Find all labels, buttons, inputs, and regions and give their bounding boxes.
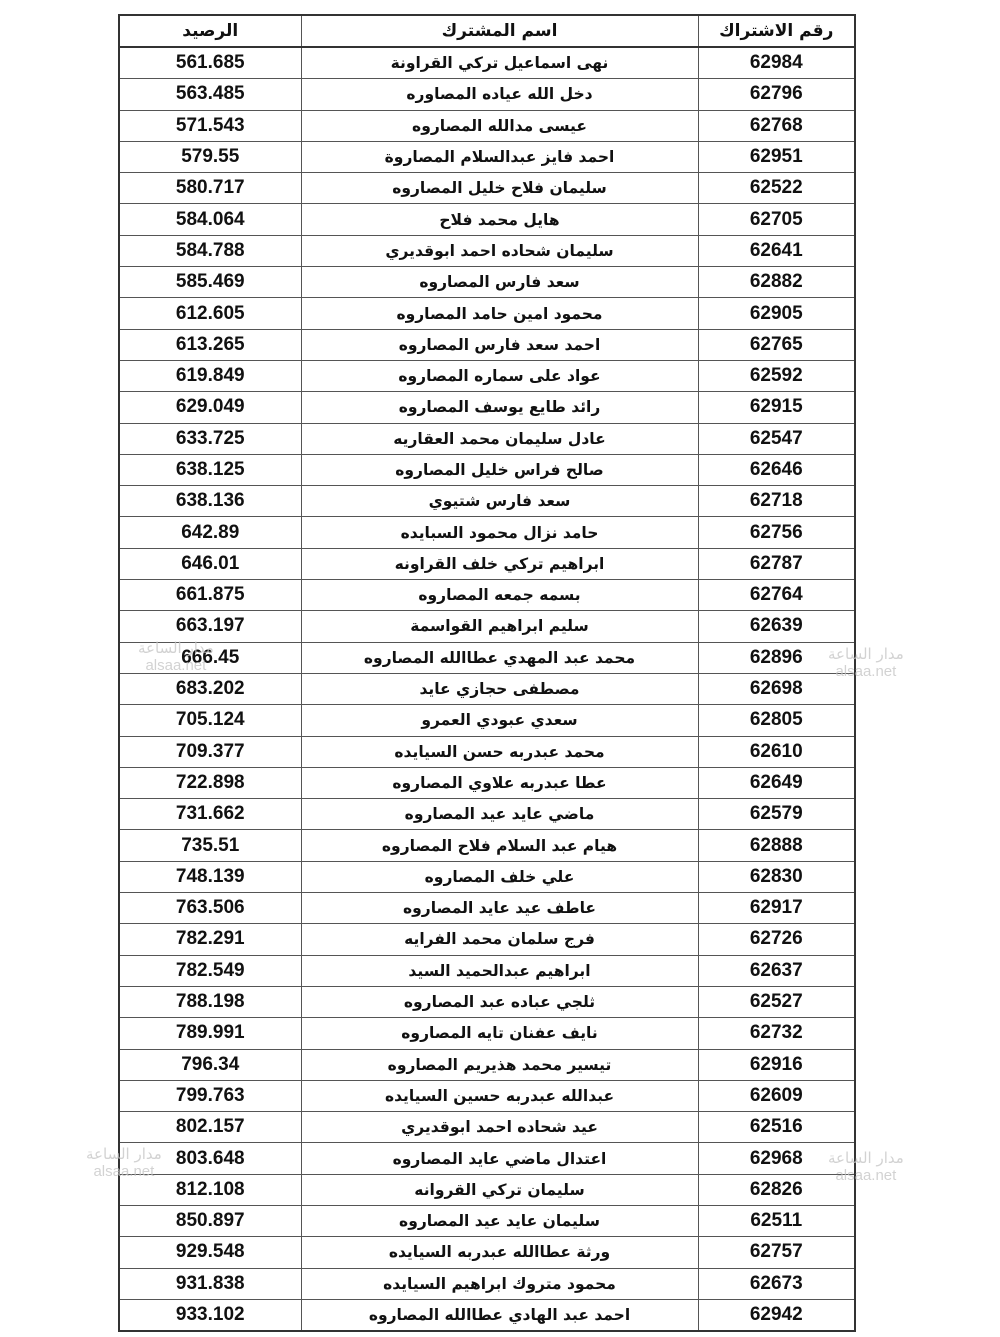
subscriber-name-cell: بسمه جمعه المصاروه	[301, 580, 698, 611]
subscription-number-cell: 62609	[698, 1080, 855, 1111]
subscription-number-cell: 62882	[698, 267, 855, 298]
header-subscriber-name: اسم المشترك	[301, 15, 698, 47]
balance-cell: 563.485	[119, 79, 301, 110]
subscription-number-cell: 62787	[698, 548, 855, 579]
table-row	[119, 454, 855, 485]
watermark-latin: alsaa.net	[93, 1163, 155, 1180]
table-row	[119, 580, 855, 611]
balance-cell: 803.648	[119, 1143, 301, 1174]
subscriber-name-cell: نايف عفنان تايه المصاروه	[301, 1018, 698, 1049]
subscriber-name-cell: سعد فارس المصاروه	[301, 267, 698, 298]
table-row	[119, 1080, 855, 1111]
balance-cell: 638.125	[119, 454, 301, 485]
subscriber-name-cell: سعدي عبودي العمرو	[301, 705, 698, 736]
table-row	[119, 329, 855, 360]
subscription-number-cell: 62830	[698, 861, 855, 892]
subscriber-name-cell: مصطفى حجازي عايد	[301, 673, 698, 704]
balance-cell: 683.202	[119, 673, 301, 704]
table-row	[119, 1268, 855, 1299]
subscription-number-cell: 62646	[698, 454, 855, 485]
table-row	[119, 705, 855, 736]
table-row	[119, 611, 855, 642]
table-row	[119, 173, 855, 204]
table-row	[119, 79, 855, 110]
balance-cell: 571.543	[119, 110, 301, 141]
subscription-number-cell: 62527	[698, 986, 855, 1017]
table-row	[119, 642, 855, 673]
subscription-number-cell: 62511	[698, 1205, 855, 1236]
subscriber-name-cell: سليمان شحاده احمد ابوقديري	[301, 235, 698, 266]
subscription-number-cell: 62718	[698, 486, 855, 517]
balance-cell: 796.34	[119, 1049, 301, 1080]
subscriber-name-cell: عبدالله عبدربه حسين السيايده	[301, 1080, 698, 1111]
balance-cell: 561.685	[119, 47, 301, 79]
subscriber-name-cell: حامد نزال محمود السبايده	[301, 517, 698, 548]
subscriber-name-cell: سليمان عايد عيد المصاروه	[301, 1205, 698, 1236]
watermark-latin: alsaa.net	[145, 657, 207, 674]
balance-cell: 663.197	[119, 611, 301, 642]
subscriber-name-cell: عيسى مدالله المصاروه	[301, 110, 698, 141]
subscriber-name-cell: سليم ابراهيم القواسمة	[301, 611, 698, 642]
subscriber-name-cell: عيد شحاده احمد ابوقديري	[301, 1112, 698, 1143]
subscriber-balance-sheet	[118, 14, 854, 1332]
balance-cell: 661.875	[119, 580, 301, 611]
table-row	[119, 392, 855, 423]
table-row	[119, 1174, 855, 1205]
balance-cell: 933.102	[119, 1299, 301, 1331]
subscriber-name-cell: محمود امين حامد المصاروه	[301, 298, 698, 329]
subscriber-name-cell: ثلجي عباده عبد المصاروه	[301, 986, 698, 1017]
subscription-number-cell: 62896	[698, 642, 855, 673]
subscription-number-cell: 62905	[698, 298, 855, 329]
subscriber-name-cell: محمد عبد المهدي عطاالله المصاروه	[301, 642, 698, 673]
subscription-number-cell: 62726	[698, 924, 855, 955]
table-row	[119, 1237, 855, 1268]
subscriber-name-cell: تيسير محمد هذيريم المصاروه	[301, 1049, 698, 1080]
subscription-number-cell: 62915	[698, 392, 855, 423]
subscriber-name-cell: فرج سلمان محمد الفرايه	[301, 924, 698, 955]
subscriber-name-cell: دخل الله عياده المصاوره	[301, 79, 698, 110]
header-balance: الرصيد	[119, 15, 301, 47]
subscription-number-cell: 62888	[698, 830, 855, 861]
balance-cell: 642.89	[119, 517, 301, 548]
balance-cell: 731.662	[119, 799, 301, 830]
table-row	[119, 1299, 855, 1331]
table-row	[119, 767, 855, 798]
balance-cell: 929.548	[119, 1237, 301, 1268]
table-row	[119, 736, 855, 767]
subscription-number-cell: 62764	[698, 580, 855, 611]
subscriber-name-cell: محمد عبدربه حسن السيايده	[301, 736, 698, 767]
balance-cell: 629.049	[119, 392, 301, 423]
table-row	[119, 517, 855, 548]
table-row	[119, 360, 855, 391]
subscription-number-cell: 62757	[698, 1237, 855, 1268]
table-row	[119, 986, 855, 1017]
table-row	[119, 799, 855, 830]
balance-cell: 584.788	[119, 235, 301, 266]
table-row	[119, 1112, 855, 1143]
subscription-number-cell: 62732	[698, 1018, 855, 1049]
subscription-number-cell: 62673	[698, 1268, 855, 1299]
subscription-number-cell: 62705	[698, 204, 855, 235]
subscriber-name-cell: محمود متروك ابراهيم السيايده	[301, 1268, 698, 1299]
balance-cell: 613.265	[119, 329, 301, 360]
table-row	[119, 1205, 855, 1236]
subscriber-name-cell: نهى اسماعيل تركي القراونة	[301, 47, 698, 79]
table-row	[119, 673, 855, 704]
subscriber-name-cell: سليمان فلاح خليل المصاروه	[301, 173, 698, 204]
subscriber-name-cell: صالح فراس خليل المصاروه	[301, 454, 698, 485]
subscriber-name-cell: ماضي عايد عيد المصاروه	[301, 799, 698, 830]
subscription-number-cell: 62698	[698, 673, 855, 704]
table-row	[119, 893, 855, 924]
subscriber-name-cell: هايل محمد فلاح	[301, 204, 698, 235]
table-row	[119, 924, 855, 955]
table-row	[119, 267, 855, 298]
subscriber-name-cell: عاطف عيد عايد المصاروه	[301, 893, 698, 924]
balance-cell: 580.717	[119, 173, 301, 204]
subscription-number-cell: 62516	[698, 1112, 855, 1143]
watermark-latin: alsaa.net	[835, 1167, 897, 1184]
balance-cell: 722.898	[119, 767, 301, 798]
balance-cell: 585.469	[119, 267, 301, 298]
balance-cell: 619.849	[119, 360, 301, 391]
subscription-number-cell: 62592	[698, 360, 855, 391]
balance-cell: 763.506	[119, 893, 301, 924]
balance-cell: 709.377	[119, 736, 301, 767]
subscriber-table	[118, 14, 856, 1332]
balance-cell: 666.45	[119, 642, 301, 673]
subscription-number-cell: 62547	[698, 423, 855, 454]
subscription-number-cell: 62942	[698, 1299, 855, 1331]
subscriber-name-cell: سليمان تركي القروانه	[301, 1174, 698, 1205]
table-row	[119, 1049, 855, 1080]
balance-cell: 748.139	[119, 861, 301, 892]
balance-cell: 782.291	[119, 924, 301, 955]
balance-cell: 850.897	[119, 1205, 301, 1236]
balance-cell: 931.838	[119, 1268, 301, 1299]
subscription-number-cell: 62796	[698, 79, 855, 110]
table-row	[119, 830, 855, 861]
subscription-number-cell: 62968	[698, 1143, 855, 1174]
balance-cell: 705.124	[119, 705, 301, 736]
watermark-latin: alsaa.net	[835, 663, 897, 680]
subscription-number-cell: 62917	[698, 893, 855, 924]
balance-cell: 735.51	[119, 830, 301, 861]
balance-cell: 633.725	[119, 423, 301, 454]
table-body	[119, 47, 855, 1331]
subscription-number-cell: 62649	[698, 767, 855, 798]
balance-cell: 789.991	[119, 1018, 301, 1049]
subscriber-name-cell: اعتدال ماضي عايد المصاروه	[301, 1143, 698, 1174]
subscription-number-cell: 62826	[698, 1174, 855, 1205]
balance-cell: 584.064	[119, 204, 301, 235]
balance-cell: 646.01	[119, 548, 301, 579]
subscription-number-cell: 62916	[698, 1049, 855, 1080]
subscription-number-cell: 62641	[698, 235, 855, 266]
table-header-row	[119, 15, 855, 47]
subscriber-name-cell: احمد سعد فارس المصاروه	[301, 329, 698, 360]
table-row	[119, 204, 855, 235]
balance-cell: 799.763	[119, 1080, 301, 1111]
balance-cell: 812.108	[119, 1174, 301, 1205]
balance-cell: 579.55	[119, 141, 301, 172]
subscriber-name-cell: عطا عبدربه علاوي المصاروه	[301, 767, 698, 798]
subscriber-name-cell: ابراهيم عبدالحميد السيد	[301, 955, 698, 986]
table-row	[119, 486, 855, 517]
subscription-number-cell: 62984	[698, 47, 855, 79]
subscription-number-cell: 62637	[698, 955, 855, 986]
subscription-number-cell: 62610	[698, 736, 855, 767]
subscriber-name-cell: ابراهيم تركي خلف القراونه	[301, 548, 698, 579]
subscription-number-cell: 62639	[698, 611, 855, 642]
balance-cell: 638.136	[119, 486, 301, 517]
table-row	[119, 298, 855, 329]
subscriber-name-cell: سعد فارس شتيوي	[301, 486, 698, 517]
subscriber-name-cell: هيام عبد السلام فلاح المصاروه	[301, 830, 698, 861]
subscription-number-cell: 62951	[698, 141, 855, 172]
watermark-arabic: مدار الساعة	[828, 645, 904, 663]
balance-cell: 782.549	[119, 955, 301, 986]
table-row	[119, 47, 855, 79]
table-row	[119, 141, 855, 172]
subscription-number-cell: 62765	[698, 329, 855, 360]
subscriber-name-cell: علي خلف المصاروه	[301, 861, 698, 892]
subscriber-name-cell: عادل سليمان محمد العقاريه	[301, 423, 698, 454]
watermark-arabic: مدار الساعة	[86, 1145, 162, 1163]
table-row	[119, 110, 855, 141]
table-row	[119, 423, 855, 454]
watermark-arabic: مدار الساعة	[828, 1149, 904, 1167]
table-row	[119, 1143, 855, 1174]
subscription-number-cell: 62768	[698, 110, 855, 141]
balance-cell: 788.198	[119, 986, 301, 1017]
subscriber-name-cell: احمد عبد الهادي عطاالله المصاروه	[301, 1299, 698, 1331]
subscriber-name-cell: ورثة عطاالله عبدربه السيايده	[301, 1237, 698, 1268]
table-row	[119, 548, 855, 579]
table-row	[119, 955, 855, 986]
header-subscription-number: رقم الاشتراك	[698, 15, 855, 47]
table-row	[119, 861, 855, 892]
watermark-arabic: مدار الساعة	[138, 639, 214, 657]
subscriber-name-cell: احمد فايز عبدالسلام المصاروة	[301, 141, 698, 172]
subscription-number-cell: 62522	[698, 173, 855, 204]
balance-cell: 612.605	[119, 298, 301, 329]
balance-cell: 802.157	[119, 1112, 301, 1143]
subscriber-name-cell: عواد على سماره المصاروه	[301, 360, 698, 391]
subscription-number-cell: 62756	[698, 517, 855, 548]
subscription-number-cell: 62805	[698, 705, 855, 736]
subscriber-name-cell: رائد طايع يوسف المصاروه	[301, 392, 698, 423]
table-row	[119, 1018, 855, 1049]
subscription-number-cell: 62579	[698, 799, 855, 830]
table-row	[119, 235, 855, 266]
